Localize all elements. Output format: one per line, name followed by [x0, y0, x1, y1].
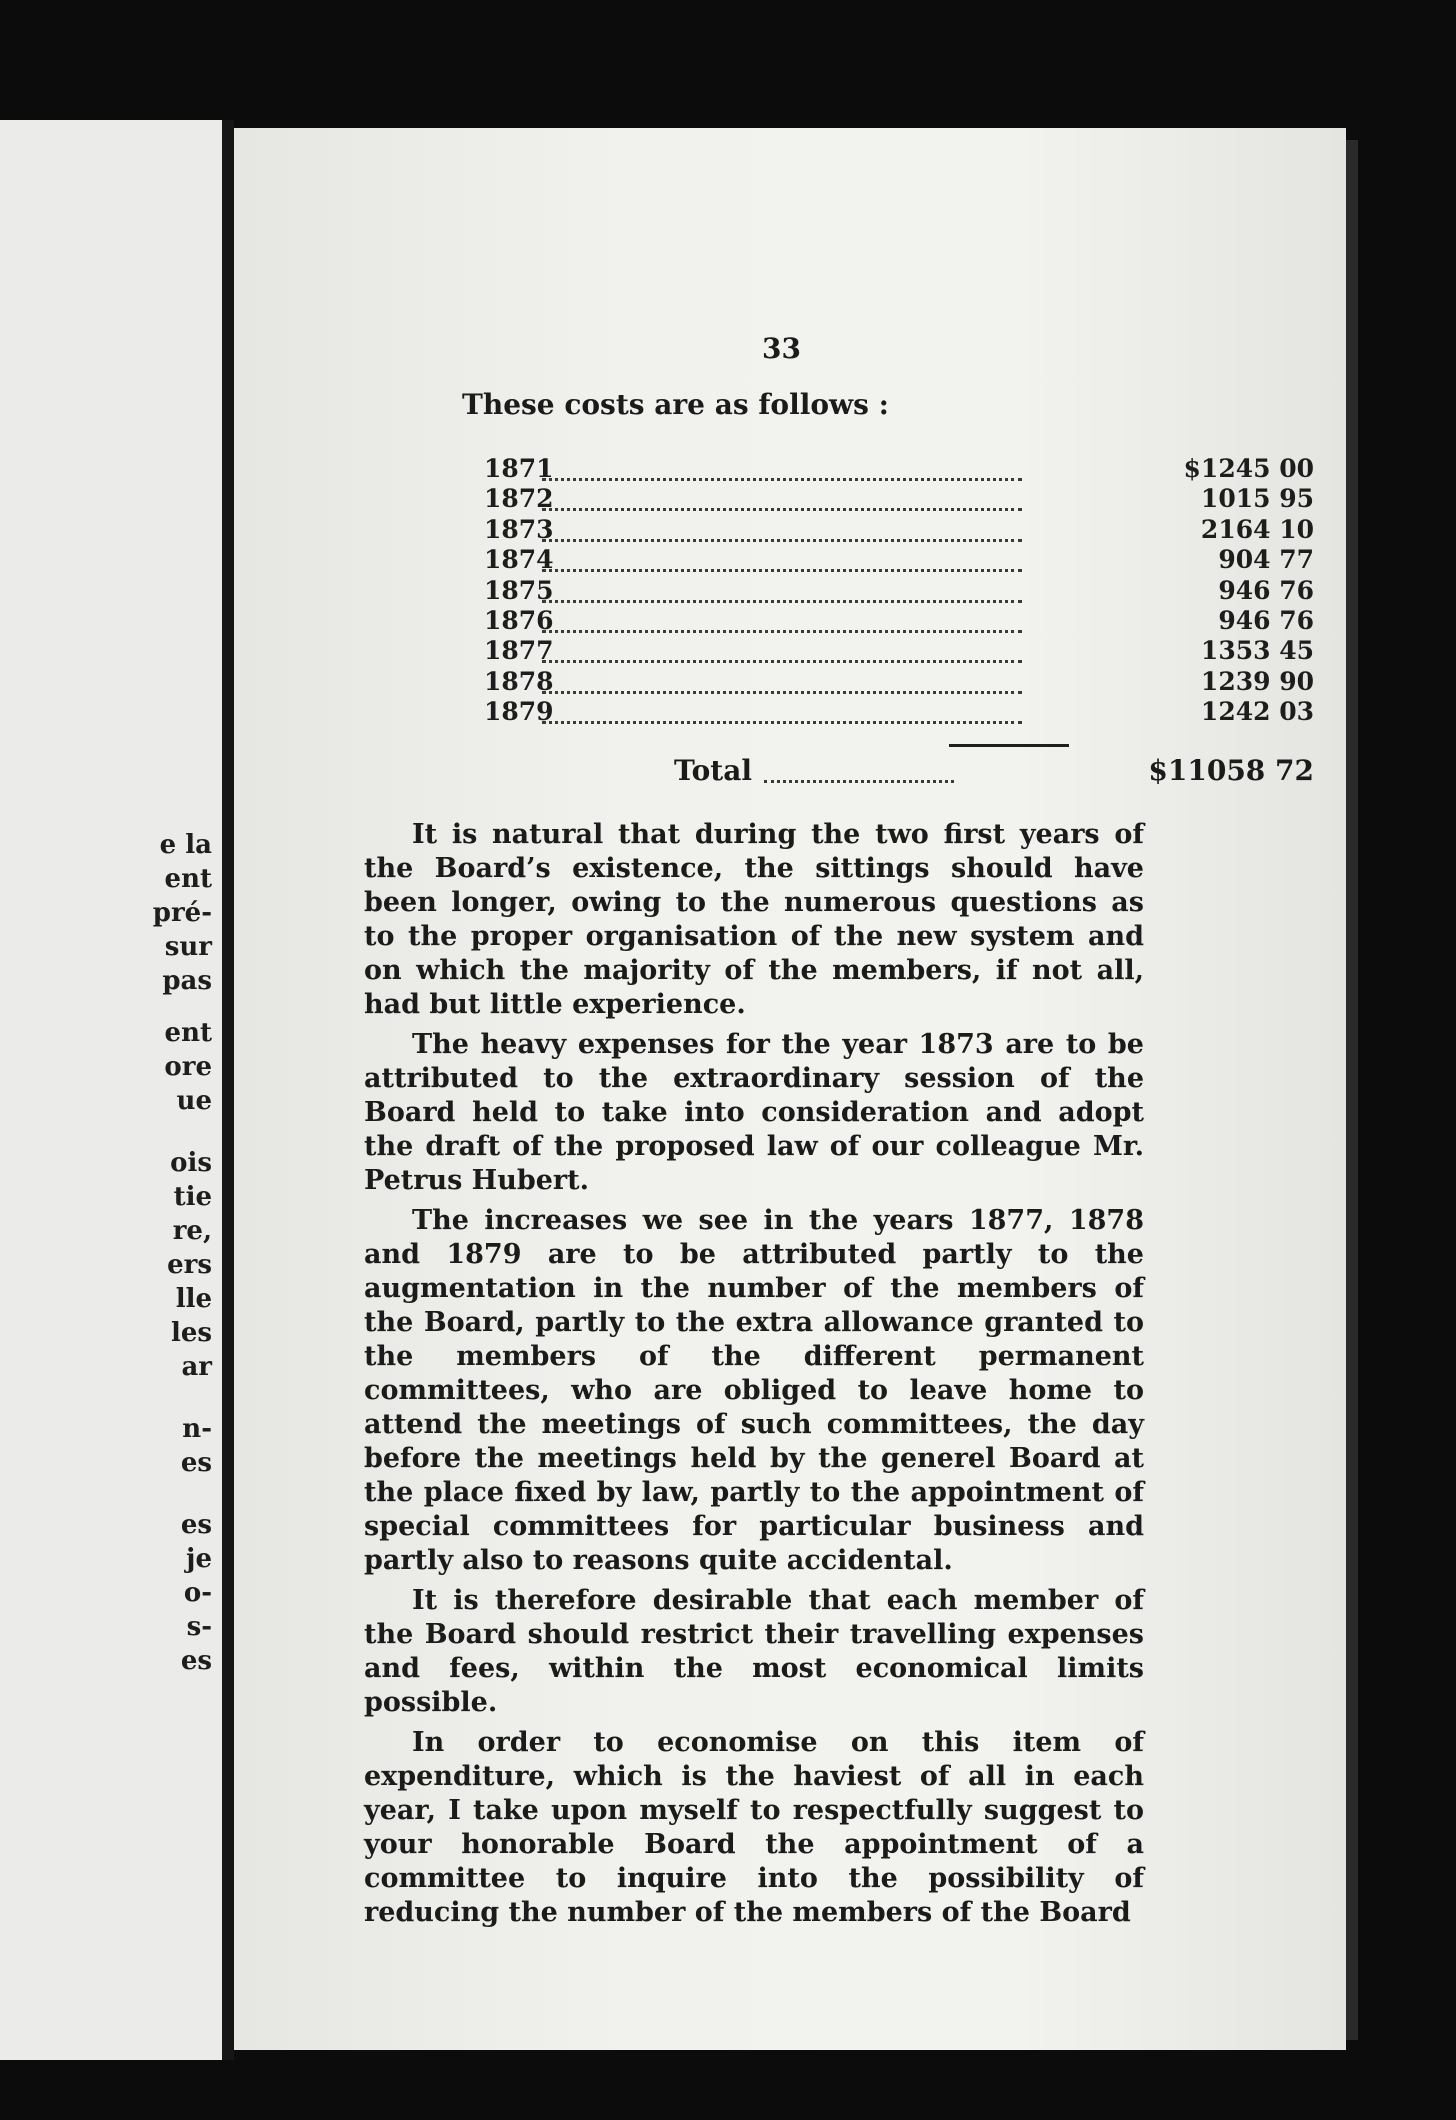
left-fragment: es [180, 1510, 212, 1540]
left-fragment: ore [164, 1052, 212, 1082]
right-page [234, 128, 1346, 2050]
left-fragment: o- [183, 1578, 212, 1608]
cost-year: 1879 [484, 697, 554, 727]
cost-year: 1877 [484, 636, 554, 666]
cost-amount: 946 76 [1218, 575, 1314, 605]
paragraph: It is natural that during the two first years of the Board’s existence, the sittings should have been longer, owing to the numerous questions as to the proper organisation of the new system and on which the majority of the members, if not all, had but little experience. [364, 819, 1144, 1020]
cost-row [484, 576, 1314, 606]
left-fragment: ar [181, 1352, 212, 1382]
cost-amount: 1015 95 [1200, 484, 1314, 514]
cost-year: 1872 [484, 484, 554, 514]
cost-row [484, 697, 1314, 727]
left-fragment: ue [176, 1086, 212, 1116]
left-fragment: es [180, 1448, 212, 1478]
total-row [674, 754, 1314, 786]
leader-dots [542, 608, 1022, 633]
left-fragment: pas [162, 966, 212, 996]
left-fragment: ois [170, 1148, 212, 1178]
leader-dots [542, 547, 1022, 572]
leader-dots [542, 517, 1022, 542]
left-fragment: s- [186, 1612, 212, 1642]
cost-row [484, 667, 1314, 697]
cost-row [484, 454, 1314, 484]
left-fragment: les [170, 1318, 212, 1348]
cost-amount: 2164 10 [1200, 514, 1314, 544]
page-number: 33 [762, 332, 801, 365]
cost-amount: 1239 90 [1200, 666, 1314, 696]
cost-row [484, 515, 1314, 545]
left-fragment: je [186, 1544, 212, 1574]
left-fragment: n- [182, 1414, 212, 1444]
left-fragment: e la [159, 830, 212, 860]
cost-year: 1876 [484, 605, 554, 635]
left-fragment: re, [172, 1216, 212, 1246]
leader-dots [542, 486, 1022, 511]
page-edge [1346, 140, 1358, 2040]
paragraph: In order to economise on this item of expenditure, which is the haviest of all in each year, I take upon myself to respectfully suggest to your honorable Board the appointment of a committee to inquire into the possibility of reducing the number of the members of the Board [364, 1727, 1144, 1928]
cost-amount: $1245 00 [1183, 454, 1314, 483]
leader-dots [764, 758, 954, 783]
book-gutter [222, 120, 234, 2060]
cost-row [484, 545, 1314, 575]
leader-dots [542, 456, 1022, 481]
cost-year: 1873 [484, 514, 554, 544]
left-fragment: ent [164, 864, 212, 894]
cost-row [484, 606, 1314, 636]
cost-year: 1874 [484, 545, 554, 575]
cost-row [484, 636, 1314, 666]
paragraph: The heavy expenses for the year 1873 are to be attributed to the extraordinary session of the Board held to take into consideration and adopt the draft of the proposed law of our colleague Mr. Petrus Hubert. [364, 1029, 1144, 1196]
left-fragment: es [180, 1646, 212, 1676]
left-fragment: pré- [152, 898, 212, 928]
total-label: Total [674, 754, 753, 787]
body-text [364, 818, 1144, 1936]
left-fragment: ent [164, 1018, 212, 1048]
cost-year: 1878 [484, 666, 554, 696]
cost-amount: 904 77 [1218, 545, 1314, 575]
paragraph: It is therefore desirable that each member of the Board should restrict their travelling expenses and fees, within the most economical limits possible. [364, 1585, 1144, 1718]
left-fragment: tie [173, 1182, 212, 1212]
leader-dots [542, 699, 1022, 724]
total-amount: $11058 72 [1148, 754, 1314, 787]
leader-dots [542, 669, 1022, 694]
paragraph: The increases we see in the years 1877, 1878 and 1879 are to be attributed partly to the augmentation in the number of the members of the Board, partly to the extra allowance granted to the members of the different permanent committees, who are obliged to leave home to attend the meetings of such committees, the day before the meetings held by the generel Board at the place fixed by law, partly to the appointment of special committees for particular business and partly also to reasons quite accidental. [364, 1205, 1144, 1576]
left-page [0, 120, 222, 2060]
leader-dots [542, 638, 1022, 663]
cost-amount: 1242 03 [1200, 697, 1314, 727]
left-fragment: ers [167, 1250, 212, 1280]
cost-year: 1875 [484, 575, 554, 605]
leader-dots [542, 578, 1022, 603]
cost-year: 1871 [484, 454, 554, 483]
cost-table [484, 454, 1314, 728]
cost-amount: 1353 45 [1200, 636, 1314, 666]
cost-row [484, 484, 1314, 514]
costs-intro: These costs are as follows : [462, 388, 889, 421]
left-fragment: sur [164, 932, 212, 962]
left-fragment: lle [175, 1284, 212, 1314]
cost-amount: 946 76 [1218, 605, 1314, 635]
total-rule [949, 744, 1069, 747]
